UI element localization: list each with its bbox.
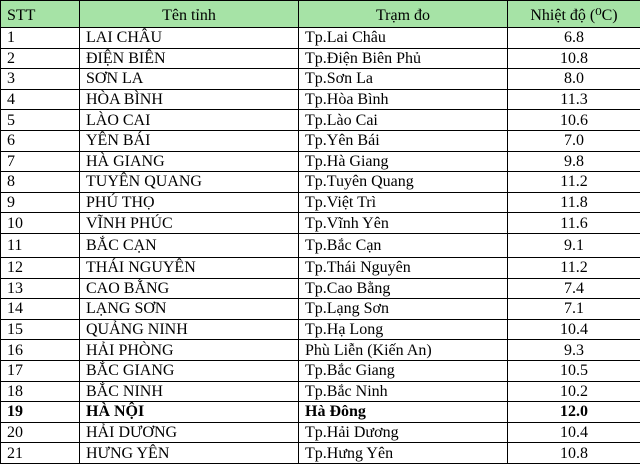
cell-temperature: 10.5 [508, 360, 640, 381]
cell-temperature: 10.8 [508, 443, 640, 464]
cell-station: Hà Đông [299, 402, 508, 423]
table-row [1, 257, 640, 278]
table-row [1, 130, 640, 151]
cell-stt: 11 [1, 233, 80, 257]
cell-station: Tp.Hòa Bình [299, 89, 508, 110]
cell-province: BẮC CẠN [80, 233, 299, 257]
cell-stt: 2 [1, 48, 80, 69]
cell-stt: 7 [1, 151, 80, 172]
cell-province: HƯNG YÊN [80, 443, 299, 464]
cell-stt: 17 [1, 360, 80, 381]
cell-station: Tp.Hưng Yên [299, 443, 508, 464]
cell-stt: 5 [1, 110, 80, 131]
cell-temperature: 7.0 [508, 130, 640, 151]
cell-temperature: 9.3 [508, 340, 640, 361]
table-row [1, 278, 640, 299]
cell-temperature: 7.1 [508, 299, 640, 320]
cell-station: Tp.Yên Bái [299, 130, 508, 151]
table-row [1, 299, 640, 320]
table-row [1, 443, 640, 464]
cell-station: Tp.Hải Dương [299, 422, 508, 443]
cell-province: VĨNH PHÚC [80, 213, 299, 234]
table-row [1, 172, 640, 193]
cell-temperature: 12.0 [508, 402, 640, 423]
table-row [1, 422, 640, 443]
cell-stt: 21 [1, 443, 80, 464]
cell-temperature: 9.8 [508, 151, 640, 172]
cell-province: HẢI PHÒNG [80, 340, 299, 361]
cell-stt: 3 [1, 69, 80, 90]
cell-province: CAO BẰNG [80, 278, 299, 299]
cell-station: Tp.Bắc Giang [299, 360, 508, 381]
table-row [1, 402, 640, 423]
cell-province: HẢI DƯƠNG [80, 422, 299, 443]
table-body [1, 28, 640, 464]
header-stt: STT [1, 1, 80, 28]
table-header-row [1, 1, 640, 28]
cell-temperature: 9.1 [508, 233, 640, 257]
table-row [1, 28, 640, 49]
cell-station: Tp.Lào Cai [299, 110, 508, 131]
cell-temperature: 10.6 [508, 110, 640, 131]
cell-stt: 12 [1, 257, 80, 278]
cell-temperature: 11.2 [508, 257, 640, 278]
cell-stt: 8 [1, 172, 80, 193]
cell-province: TUYÊN QUANG [80, 172, 299, 193]
cell-temperature: 10.2 [508, 381, 640, 402]
cell-station: Tp.Cao Bằng [299, 278, 508, 299]
table-row [1, 360, 640, 381]
header-temperature: Nhiệt độ (⁰C) [508, 1, 640, 28]
cell-province: QUẢNG NINH [80, 319, 299, 340]
cell-station: Tp.Việt Trì [299, 192, 508, 213]
cell-province: SƠN LA [80, 69, 299, 90]
cell-province: ĐIỆN BIÊN [80, 48, 299, 69]
table-row [1, 48, 640, 69]
table-row [1, 233, 640, 257]
cell-province: BẮC GIANG [80, 360, 299, 381]
table-row [1, 69, 640, 90]
cell-temperature: 8.0 [508, 69, 640, 90]
cell-stt: 19 [1, 402, 80, 423]
cell-province: HÒA BÌNH [80, 89, 299, 110]
header-province: Tên tỉnh [80, 1, 299, 28]
table-row [1, 151, 640, 172]
cell-temperature: 6.8 [508, 28, 640, 49]
cell-province: LẠNG SƠN [80, 299, 299, 320]
cell-stt: 18 [1, 381, 80, 402]
cell-temperature: 7.4 [508, 278, 640, 299]
cell-temperature: 10.4 [508, 319, 640, 340]
cell-stt: 4 [1, 89, 80, 110]
cell-station: Tp.Thái Nguyên [299, 257, 508, 278]
cell-stt: 10 [1, 213, 80, 234]
table-row [1, 213, 640, 234]
cell-stt: 13 [1, 278, 80, 299]
cell-station: Phù Liễn (Kiến An) [299, 340, 508, 361]
cell-temperature: 11.6 [508, 213, 640, 234]
cell-province: LAI CHÂU [80, 28, 299, 49]
cell-province: HÀ GIANG [80, 151, 299, 172]
cell-temperature: 10.8 [508, 48, 640, 69]
cell-stt: 20 [1, 422, 80, 443]
cell-station: Tp.Vĩnh Yên [299, 213, 508, 234]
table-row [1, 319, 640, 340]
cell-station: Tp.Điện Biên Phủ [299, 48, 508, 69]
cell-temperature: 11.3 [508, 89, 640, 110]
table-row [1, 192, 640, 213]
cell-temperature: 11.2 [508, 172, 640, 193]
header-station: Trạm đo [299, 1, 508, 28]
cell-stt: 6 [1, 130, 80, 151]
cell-station: Tp.Bắc Ninh [299, 381, 508, 402]
cell-station: Tp.Tuyên Quang [299, 172, 508, 193]
table-row [1, 340, 640, 361]
cell-station: Tp.Hà Giang [299, 151, 508, 172]
cell-station: Tp.Sơn La [299, 69, 508, 90]
cell-province: HÀ NỘI [80, 402, 299, 423]
cell-province: YÊN BÁI [80, 130, 299, 151]
cell-stt: 16 [1, 340, 80, 361]
cell-stt: 1 [1, 28, 80, 49]
cell-province: LÀO CAI [80, 110, 299, 131]
cell-temperature: 10.4 [508, 422, 640, 443]
cell-stt: 9 [1, 192, 80, 213]
cell-station: Tp.Lạng Sơn [299, 299, 508, 320]
cell-station: Tp.Hạ Long [299, 319, 508, 340]
cell-stt: 15 [1, 319, 80, 340]
table-row [1, 89, 640, 110]
table-row [1, 110, 640, 131]
cell-station: Tp.Bắc Cạn [299, 233, 508, 257]
cell-stt: 14 [1, 299, 80, 320]
cell-station: Tp.Lai Châu [299, 28, 508, 49]
cell-province: THÁI NGUYÊN [80, 257, 299, 278]
cell-province: PHÚ THỌ [80, 192, 299, 213]
cell-temperature: 11.8 [508, 192, 640, 213]
table-row [1, 381, 640, 402]
cell-province: BẮC NINH [80, 381, 299, 402]
